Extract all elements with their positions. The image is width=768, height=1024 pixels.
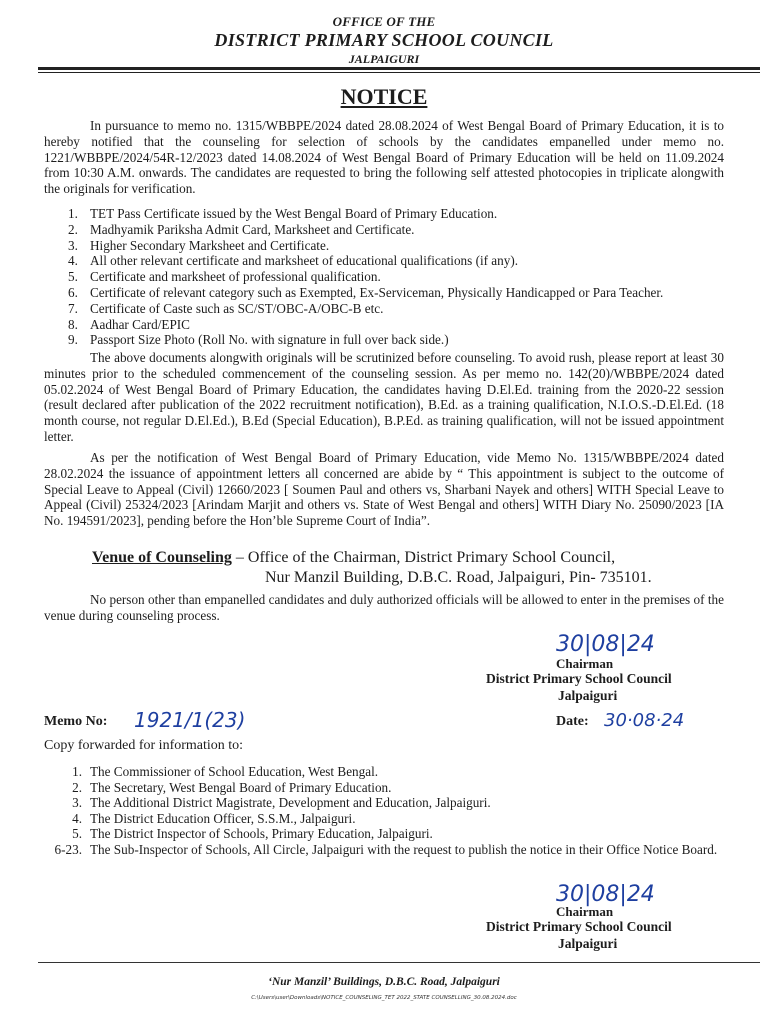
header-council: DISTRICT PRIMARY SCHOOL COUNCIL: [214, 30, 554, 50]
entry-restriction-paragraph: No person other than empanelled candidates and duly authorized officials will be allowed to enter in the premises of the venue during counseling process.: [44, 592, 724, 623]
signature-block: [486, 670, 736, 704]
date-value: 30·08·24: [604, 710, 685, 731]
list-item: 1. The Commissioner of School Education, West Bengal.: [72, 764, 379, 779]
header-rule-thick: [38, 67, 760, 70]
documents-list: [44, 206, 734, 348]
list-item: 4. The District Education Officer, S.S.M., Jalpaiguri.: [72, 810, 356, 826]
list-item: 3. The Additional District Magistrate, Development and Education, Jalpaiguri.: [72, 795, 491, 811]
signature-scribble: 30|08|24: [556, 632, 655, 657]
memo-label: Memo No:: [44, 714, 108, 729]
list-item: 2. The Secretary, West Bengal Board of Primary Education.: [72, 779, 392, 795]
footer-rule: [38, 962, 760, 963]
footer-file-path: C:\Users\user\Downloads\NOTICE_COUNSELING_TET 2022_STATE COUNSELLING_30.08.2024.doc: [251, 995, 517, 1001]
list-item: 5. The District Inspector of Schools, Primary Education, Jalpaiguri.: [72, 826, 433, 842]
list-item: 2. Madhyamik Pariksha Admit Card, Marksheet and Certificate.: [68, 221, 415, 237]
header-city: JALPAIGURI: [348, 52, 420, 66]
intro-paragraph: In pursuance to memo no. 1315/WBBPE/2024 dated 28.08.2024 of West Bengal Board of Primary Education, it is to hereby notified that the counseling for selection of schools by the candidates empanelled under memo no. 1221/WBBPE/2024/54R-12/2023 dated 14.08.2024 of West Bengal Board of Primary Education will be held on 11.09.2024 from 10:30 A.M. onwards. The candidates are requested to bring the following self attested photocopies in triplicate alongwith the originals for verification.: [44, 118, 724, 197]
list-item: 5. Certificate and marksheet of professional qualification.: [68, 269, 381, 285]
forward-list: [44, 764, 724, 858]
list-item: 9. Passport Size Photo (Roll No. with signature in full over back side.): [68, 332, 449, 348]
list-item: 7. Certificate of Caste such as SC/ST/OBC-A/OBC-B etc.: [68, 300, 384, 316]
signature-org: District Primary School Council: [486, 919, 672, 934]
venue-label: Venue of Counseling: [92, 549, 232, 566]
list-item: 3. Higher Secondary Marksheet and Certificate.: [68, 237, 330, 253]
venue-line2: Nur Manzil Building, D.B.C. Road, Jalpaiguri, Pin- 735101.: [265, 569, 652, 586]
venue-block: [92, 548, 732, 588]
date-label: Date:: [556, 714, 589, 729]
signature-title: Chairman: [556, 904, 614, 919]
signature-scribble: 30|08|24: [556, 882, 655, 907]
list-item: 6-23. The Sub-Inspector of Schools, All Circle, Jalpaiguri with the request to publish the notice in their Office Notice Board.: [54, 841, 718, 857]
signature-city: Jalpaiguri: [558, 688, 618, 703]
signature-title: Chairman: [556, 656, 614, 671]
header-rule-thin: [38, 72, 760, 73]
header-office: OFFICE OF THE: [332, 14, 436, 29]
list-item: 4. All other relevant certificate and marksheet of educational qualifications (if any).: [68, 253, 519, 269]
signature-city: Jalpaiguri: [558, 936, 618, 951]
venue-line1: – Office of the Chairman, District Primary School Council,: [231, 549, 616, 566]
memo-number: 1921/1(23): [134, 708, 246, 732]
scrutiny-paragraph: The above documents alongwith originals will be scrutinized before counseling. To avoid rush, please report at least 30 minutes prior to the scheduled commencement of the counseling session. As per memo no. 142(20)/WBBPE/2024 dated 05.02.2024 of West Bengal Board of Primary Education, the candidates having D.El.Ed. training from the 2020-22 session (result declared after publication of the 2022 recruitment notification), B.Ed. as a training qualification, N.I.O.S.-D.El.Ed. (18 month course, not regular D.El.Ed.), B.Ed (Special Education), B.P.Ed. as training qualification, will not be issued appointment letter.: [44, 350, 724, 444]
list-item: 1. TET Pass Certificate issued by the West Bengal Board of Primary Education.: [68, 206, 498, 221]
appointment-paragraph: As per the notification of West Bengal Board of Primary Education, vide Memo No. 1315/WBBPE/2024 dated 28.02.2024 the issuance of appointment letters all concerned are abide by “ This appointment is subject to the outcome of Special Leave to Appeal (Civil) 12660/2023 [ Soumen Paul and others vs, Sharbani Nayek and others] WITH Special Leave to Appeal (Civil) 25324/2023 [Arindam Marjit and others vs. State of West Bengal and others] WITH Diary No. 25090/2023 [IA No. 194591/2023], pending before the Hon’ble Supreme Court of India”.: [44, 450, 724, 529]
copy-forwarded-heading: Copy forwarded for information to:: [44, 738, 244, 753]
signature-block: [486, 918, 736, 952]
signature-org: District Primary School Council: [486, 671, 672, 686]
footer-address: ‘Nur Manzil’ Buildings, D.B.C. Road, Jalpaiguri: [268, 976, 500, 988]
list-item: 6. Certificate of relevant category such as Exempted, Ex-Serviceman, Physically Handicapped or Para Teacher.: [68, 284, 664, 300]
list-item: 8. Aadhar Card/EPIC: [68, 316, 190, 332]
notice-title: NOTICE: [340, 84, 428, 109]
